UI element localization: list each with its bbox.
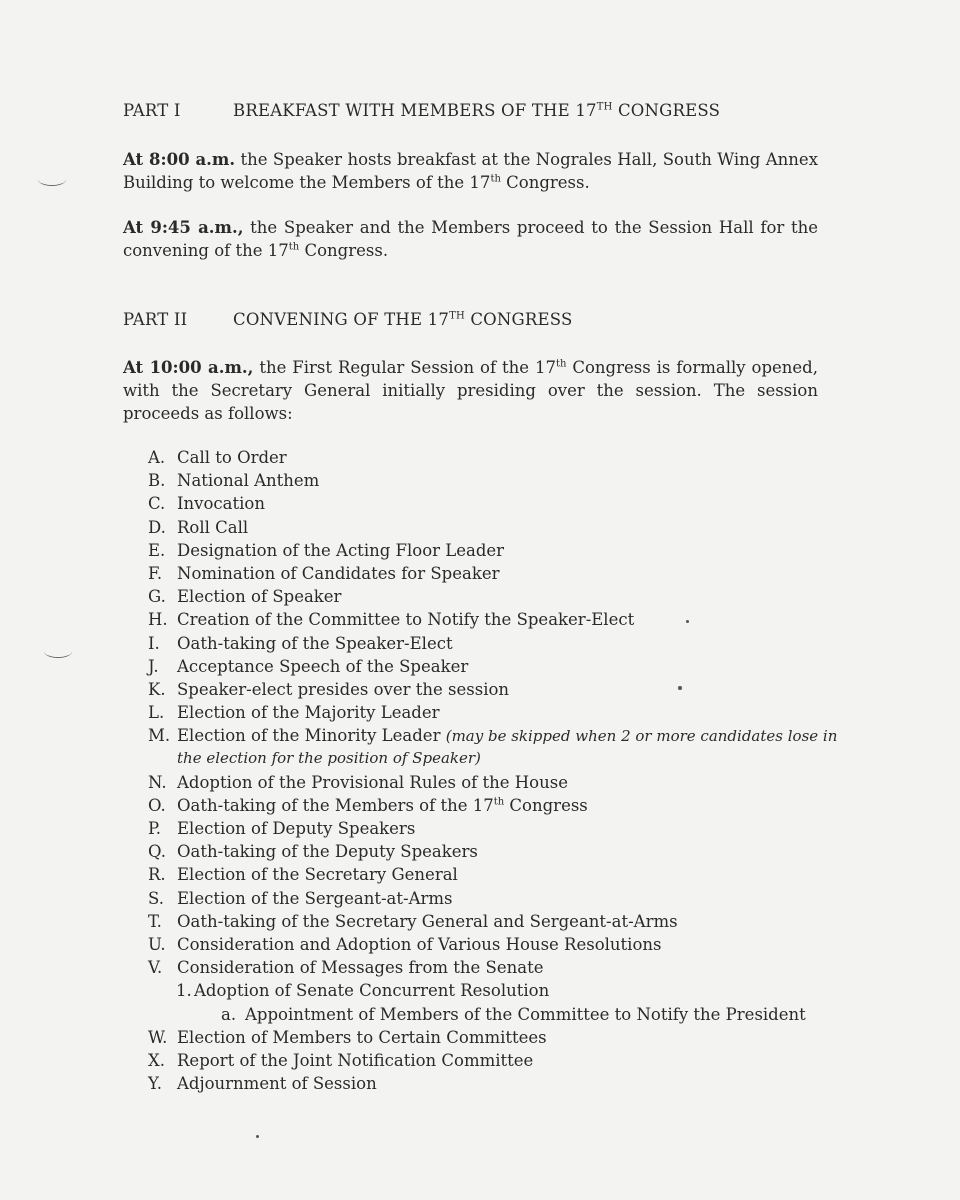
list-item: Y. Adjournment of Session [148, 1074, 377, 1094]
list-subitem: 1. Adoption of Senate Concurrent Resolution [176, 981, 550, 1001]
list-item: M. Election of the Minority Leader (may be skipped when 2 or more candidates lose in [148, 726, 838, 746]
list-item: P. Election of Deputy Speakers [148, 819, 416, 838]
list-item: B. National Anthem [148, 471, 320, 491]
paragraph-breakfast: At 8:00 a.m. the Speaker hosts breakfast at the Nograles Hall, South Wing Annex Building to welcome the Members of the 17th Congress. [123, 150, 819, 192]
list-item: K. Speaker-elect presides over the session [148, 679, 510, 699]
list-item: O. Oath-taking of the Members of the 17th Congress [148, 795, 588, 815]
scan-mark [44, 645, 72, 658]
scan-mark [38, 173, 66, 186]
part2-number: PART II [123, 310, 188, 329]
list-item: Q. Oath-taking of the Deputy Speakers [148, 842, 478, 862]
list-item: W. Election of Members to Certain Committees [148, 1027, 547, 1047]
agenda-list [148, 446, 837, 1095]
list-item: L. Election of the Majority Leader [148, 703, 440, 723]
list-item: E. Designation of the Acting Floor Leader [148, 540, 505, 560]
list-item-note-continued: the election for the position of Speaker) [177, 749, 481, 768]
list-item: T. Oath-taking of the Secretary General and Sergeant-at-Arms [148, 911, 678, 931]
scan-speck [256, 1135, 259, 1138]
list-item: D. Roll Call [148, 517, 249, 537]
list-item: S. Election of the Sergeant-at-Arms [148, 888, 453, 908]
part1-title: BREAKFAST WITH MEMBERS OF THE 17TH CONGRESS [233, 101, 721, 120]
list-item: C. Invocation [148, 494, 265, 514]
list-item: U. Consideration and Adoption of Various House Resolutions [148, 934, 662, 954]
list-item: I. Oath-taking of the Speaker-Elect [148, 633, 453, 653]
paragraph-proceed: At 9:45 a.m., the Speaker and the Members proceed to the Session Hall for the convening of the 17th Congress. [123, 218, 818, 260]
list-item: X. Report of the Joint Notification Committee [148, 1050, 534, 1070]
list-item: A. Call to Order [148, 448, 287, 467]
part2-title: CONVENING OF THE 17TH CONGRESS [233, 310, 573, 329]
list-item: H. Creation of the Committee to Notify the Speaker-Elect [148, 610, 635, 630]
list-subsubitem: a. Appointment of Members of the Committee to Notify the President [221, 1004, 806, 1024]
part2-heading [123, 310, 572, 329]
list-item: J. Acceptance Speech of the Speaker [148, 656, 469, 676]
list-item-note: (may be skipped when 2 or more candidates lose in [445, 727, 838, 746]
list-item: F. Nomination of Candidates for Speaker [148, 563, 500, 583]
list-item: R. Election of the Secretary General [148, 865, 458, 885]
part1-heading [123, 101, 720, 120]
list-item: V. Consideration of Messages from the Senate [148, 958, 544, 978]
list-item: G. Election of Speaker [148, 587, 342, 607]
paragraph-convening: At 10:00 a.m., the First Regular Session of the 17th Congress is formally opened, with the Secretary General initially presiding over the session. The session proceeds as follows: [123, 358, 818, 423]
part1-number: PART I [123, 101, 181, 120]
list-item: N. Adoption of the Provisional Rules of the House [148, 772, 568, 792]
